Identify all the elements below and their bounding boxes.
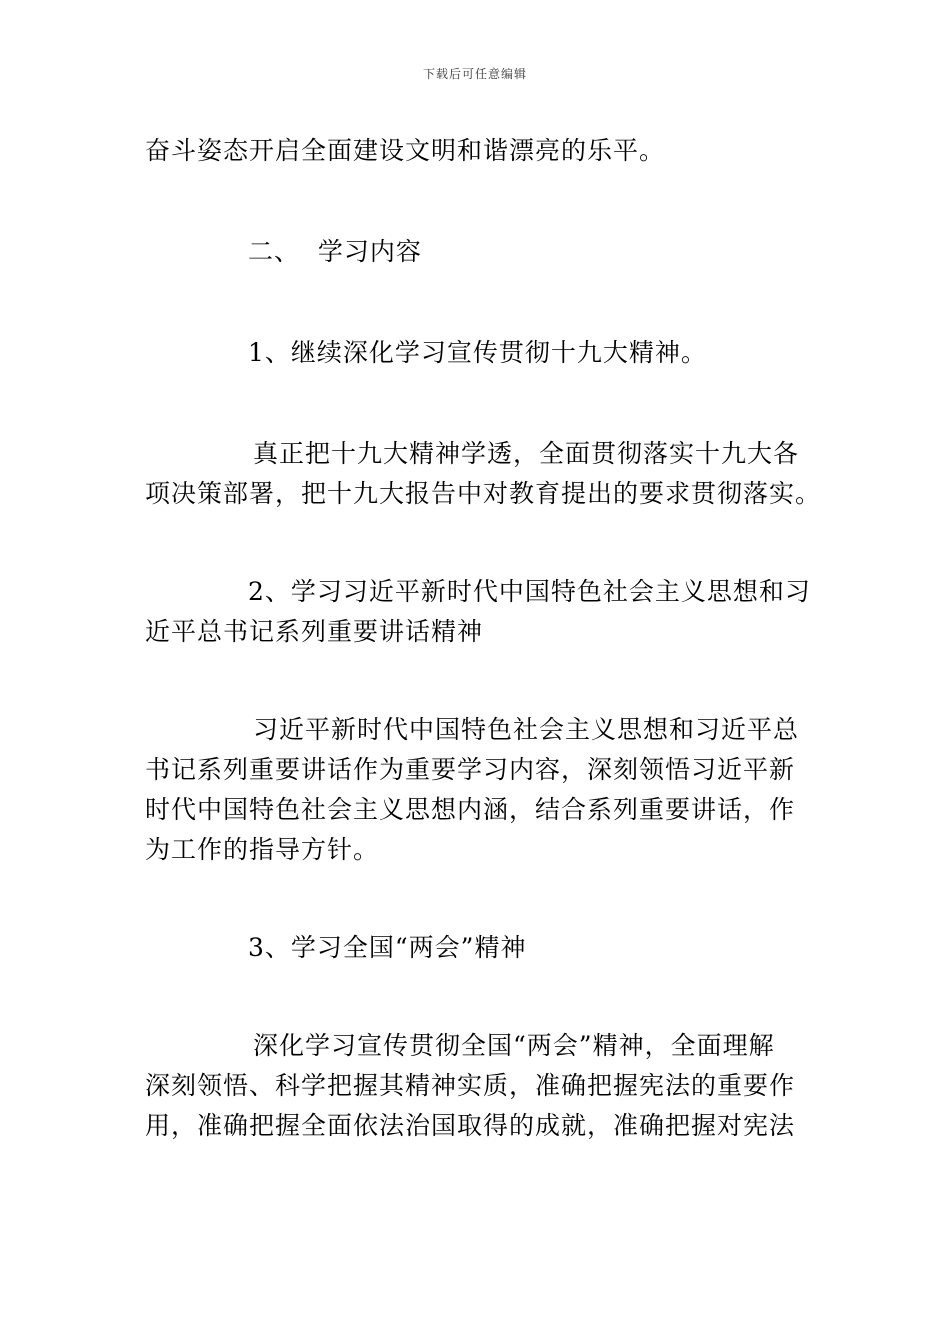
text-line: 深刻领悟、科学把握其精神实质，准确把握宪法的重要作 [145, 1071, 796, 1100]
item3-heading [145, 928, 807, 968]
continuation-paragraph [145, 131, 807, 171]
section-heading [145, 232, 807, 272]
text-line: 项决策部署，把十九大报告中对教育提出的要求贯彻落实。 [145, 479, 822, 508]
text-line: 书记系列重要讲话作为重要学习内容，深刻领悟习近平新 [145, 755, 796, 784]
item2-heading [145, 572, 811, 652]
text-line: 近平总书记系列重要讲话精神 [145, 617, 484, 646]
header-note: 下载后可任意编辑 [422, 67, 527, 81]
text-line: 习近平新时代中国特色社会主义思想和习近平总 [253, 715, 800, 744]
item3-body [145, 1026, 807, 1146]
text-line: 奋斗姿态开启全面建设文明和谐漂亮的乐平。 [145, 136, 666, 165]
item1-body [145, 434, 822, 514]
text-line: 时代中国特色社会主义思想内涵，结合系列重要讲话，作 [145, 795, 796, 824]
text-line: 2、学习习近平新时代中国特色社会主义思想和习 [248, 577, 811, 606]
text-line: 真正把十九大精神学透，全面贯彻落实十九大各 [253, 439, 800, 468]
item1-heading [145, 333, 807, 373]
text-line: 用，准确把握全面依法治国取得的成就，准确把握对宪法 [145, 1111, 796, 1140]
text-line: 1、继续深化学习宣传贯彻十九大精神。 [248, 338, 707, 367]
text-line: 3、学习全国“两会”精神 [248, 933, 527, 962]
document-body [145, 131, 822, 1146]
text-line: 深化学习宣传贯彻全国“两会”精神，全面理解 [253, 1031, 775, 1060]
text-line: 为工作的指导方针。 [145, 835, 380, 864]
item2-body [145, 710, 807, 870]
text-line: 二、 学习内容 [248, 237, 422, 266]
